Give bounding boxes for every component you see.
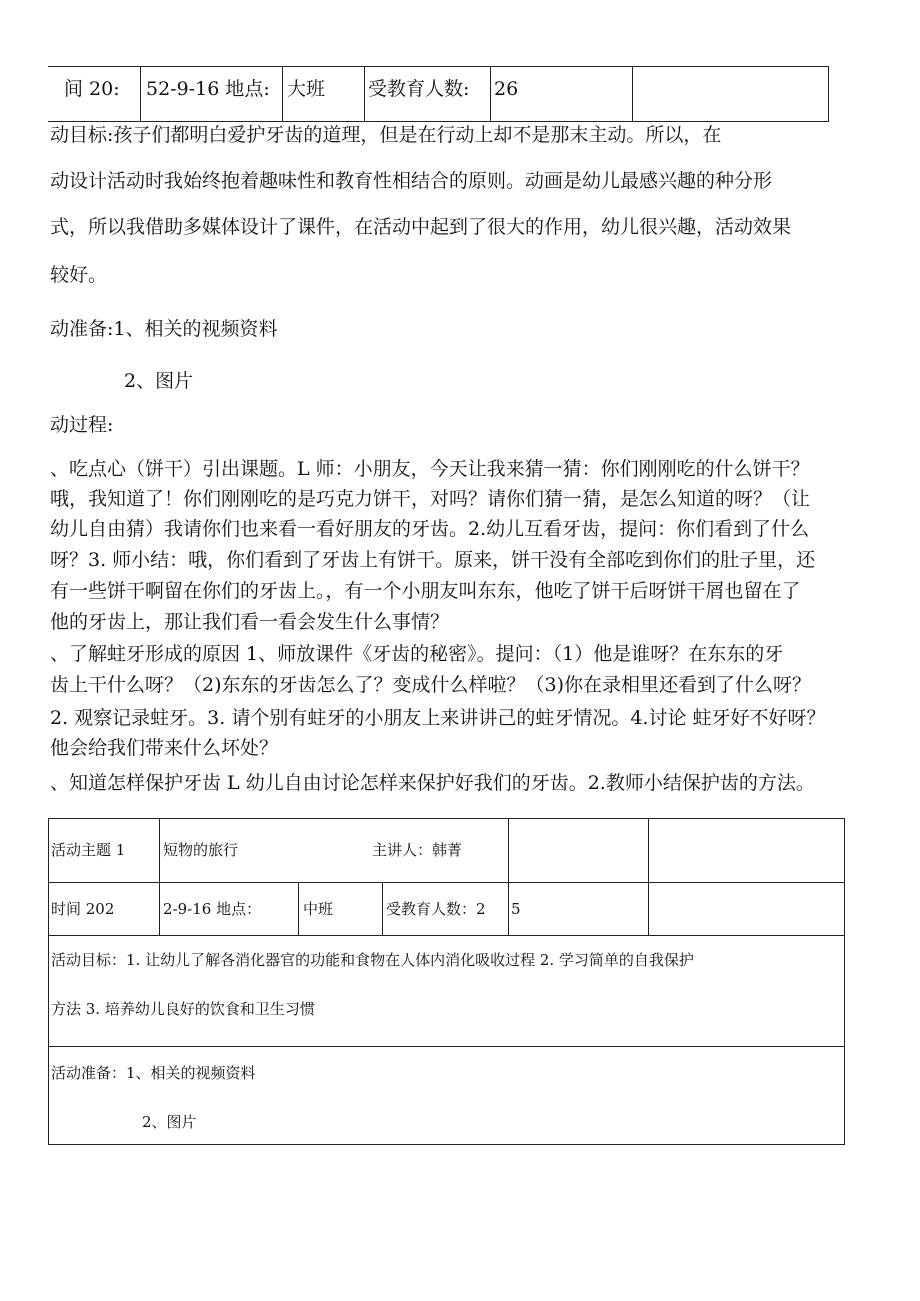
process-line-3: 幼儿自由猜）我请你们也来看一看好朋友的牙齿。2.幼儿互看牙齿，提问：你们看到了什么 — [50, 518, 810, 540]
process-line-9: 2. 观察记录蛀牙。3. 请个别有蛀牙的小朋友上来讲讲己的蛀牙情况。4.讨论 蛀牙好不好呀？ — [50, 707, 826, 729]
process-line-2: 哦，我知道了！你们刚刚吃的是巧克力饼干，对吗？请你们猜一猜，是怎么知道的呀？（让 — [50, 488, 811, 510]
goal-line-2: 动设计活动时我始终抱着趣味性和教育性相结合的原则。动画是幼儿最感兴趣的种分形 — [50, 170, 773, 192]
process-line-11: 、知道怎样保护牙齿 L 幼儿自由讨论怎样来保护好我们的牙齿。2.教师小结保护齿的方法。 — [50, 772, 815, 794]
bottom-table-goal-line-2: 方法 3. 培养幼儿良好的饮食和卫生习惯 — [51, 1000, 315, 1018]
process-line-1: 、吃点心（饼干）引出课题。L 师：小朋友，今天让我来猜一猜：你们刚刚吃的什么饼干？ — [50, 458, 810, 480]
prep-line-1: 动准备:1、相关的视频资料 — [50, 318, 278, 340]
process-line-10: 他会给我们带来什么坏处？ — [50, 737, 279, 759]
bottom-table-prep-line-2: 2、图片 — [142, 1113, 197, 1131]
process-line-6: 他的牙齿上，那让我们看一看会发生什么事情？ — [50, 611, 450, 633]
bottom-table-theme: 短物的旅行 — [163, 841, 239, 859]
bottom-table-count: 5 — [511, 900, 521, 918]
top-table-cell-class: 大班 — [287, 78, 326, 100]
prep-line-2: 2、图片 — [124, 370, 194, 392]
top-table-cell-count-label: 受教育人数: — [368, 78, 470, 100]
top-table-cell-count: 26 — [494, 78, 519, 100]
bottom-table-speaker: 主讲人：韩菁 — [372, 841, 463, 859]
bottom-table-goal-line-1: 活动目标：1. 让幼儿了解各消化器官的功能和食物在人体内消化吸收过程 2. 学习简单的自我保护 — [51, 951, 694, 969]
bottom-table-date-location: 2-9-16 地点： — [163, 900, 262, 918]
bottom-table-class: 中班 — [303, 900, 334, 918]
goal-line-4: 较好。 — [50, 264, 108, 286]
process-line-4: 呀？3. 师小结：哦，你们看到了牙齿上有饼干。原来，饼干没有全部吃到你们的肚子里，还 — [50, 549, 816, 571]
top-table-cell-date-location: 52-9-16 地点: — [146, 78, 270, 100]
process-line-8: 齿上干什么呀？（2)东东的牙齿怎么了？变成什么样啦？（3)你在录相里还看到了什么呀？ — [50, 674, 812, 696]
process-heading: 动过程: — [50, 414, 114, 436]
goal-line-3: 式，所以我借助多媒体设计了课件，在活动中起到了很大的作用，幼儿很兴趣，活动效果 — [50, 216, 792, 238]
bottom-table-prep-line-1: 活动准备：1、相关的视频资料 — [51, 1064, 256, 1082]
process-line-5: 有一些饼干啊留在你们的牙齿上。，有一个小朋友叫东东，他吃了饼干后呀饼干屑也留在了 — [50, 580, 801, 602]
goal-line-1: 动目标:孩子们都明白爱护牙齿的道理，但是在行动上却不是那末主动。所以，在 — [50, 124, 722, 146]
bottom-table-theme-label: 活动主题 1 — [51, 841, 126, 859]
bottom-table-time: 时间 202 — [51, 900, 115, 918]
bottom-table-count-label: 受教育人数：2 — [386, 900, 486, 918]
process-line-7: 、了解蛀牙形成的原因 1、师放课件《牙齿的秘密》。提问：（1）他是谁呀？在东东的牙 — [50, 643, 784, 665]
top-table-cell-time: 间 20: — [64, 78, 120, 100]
